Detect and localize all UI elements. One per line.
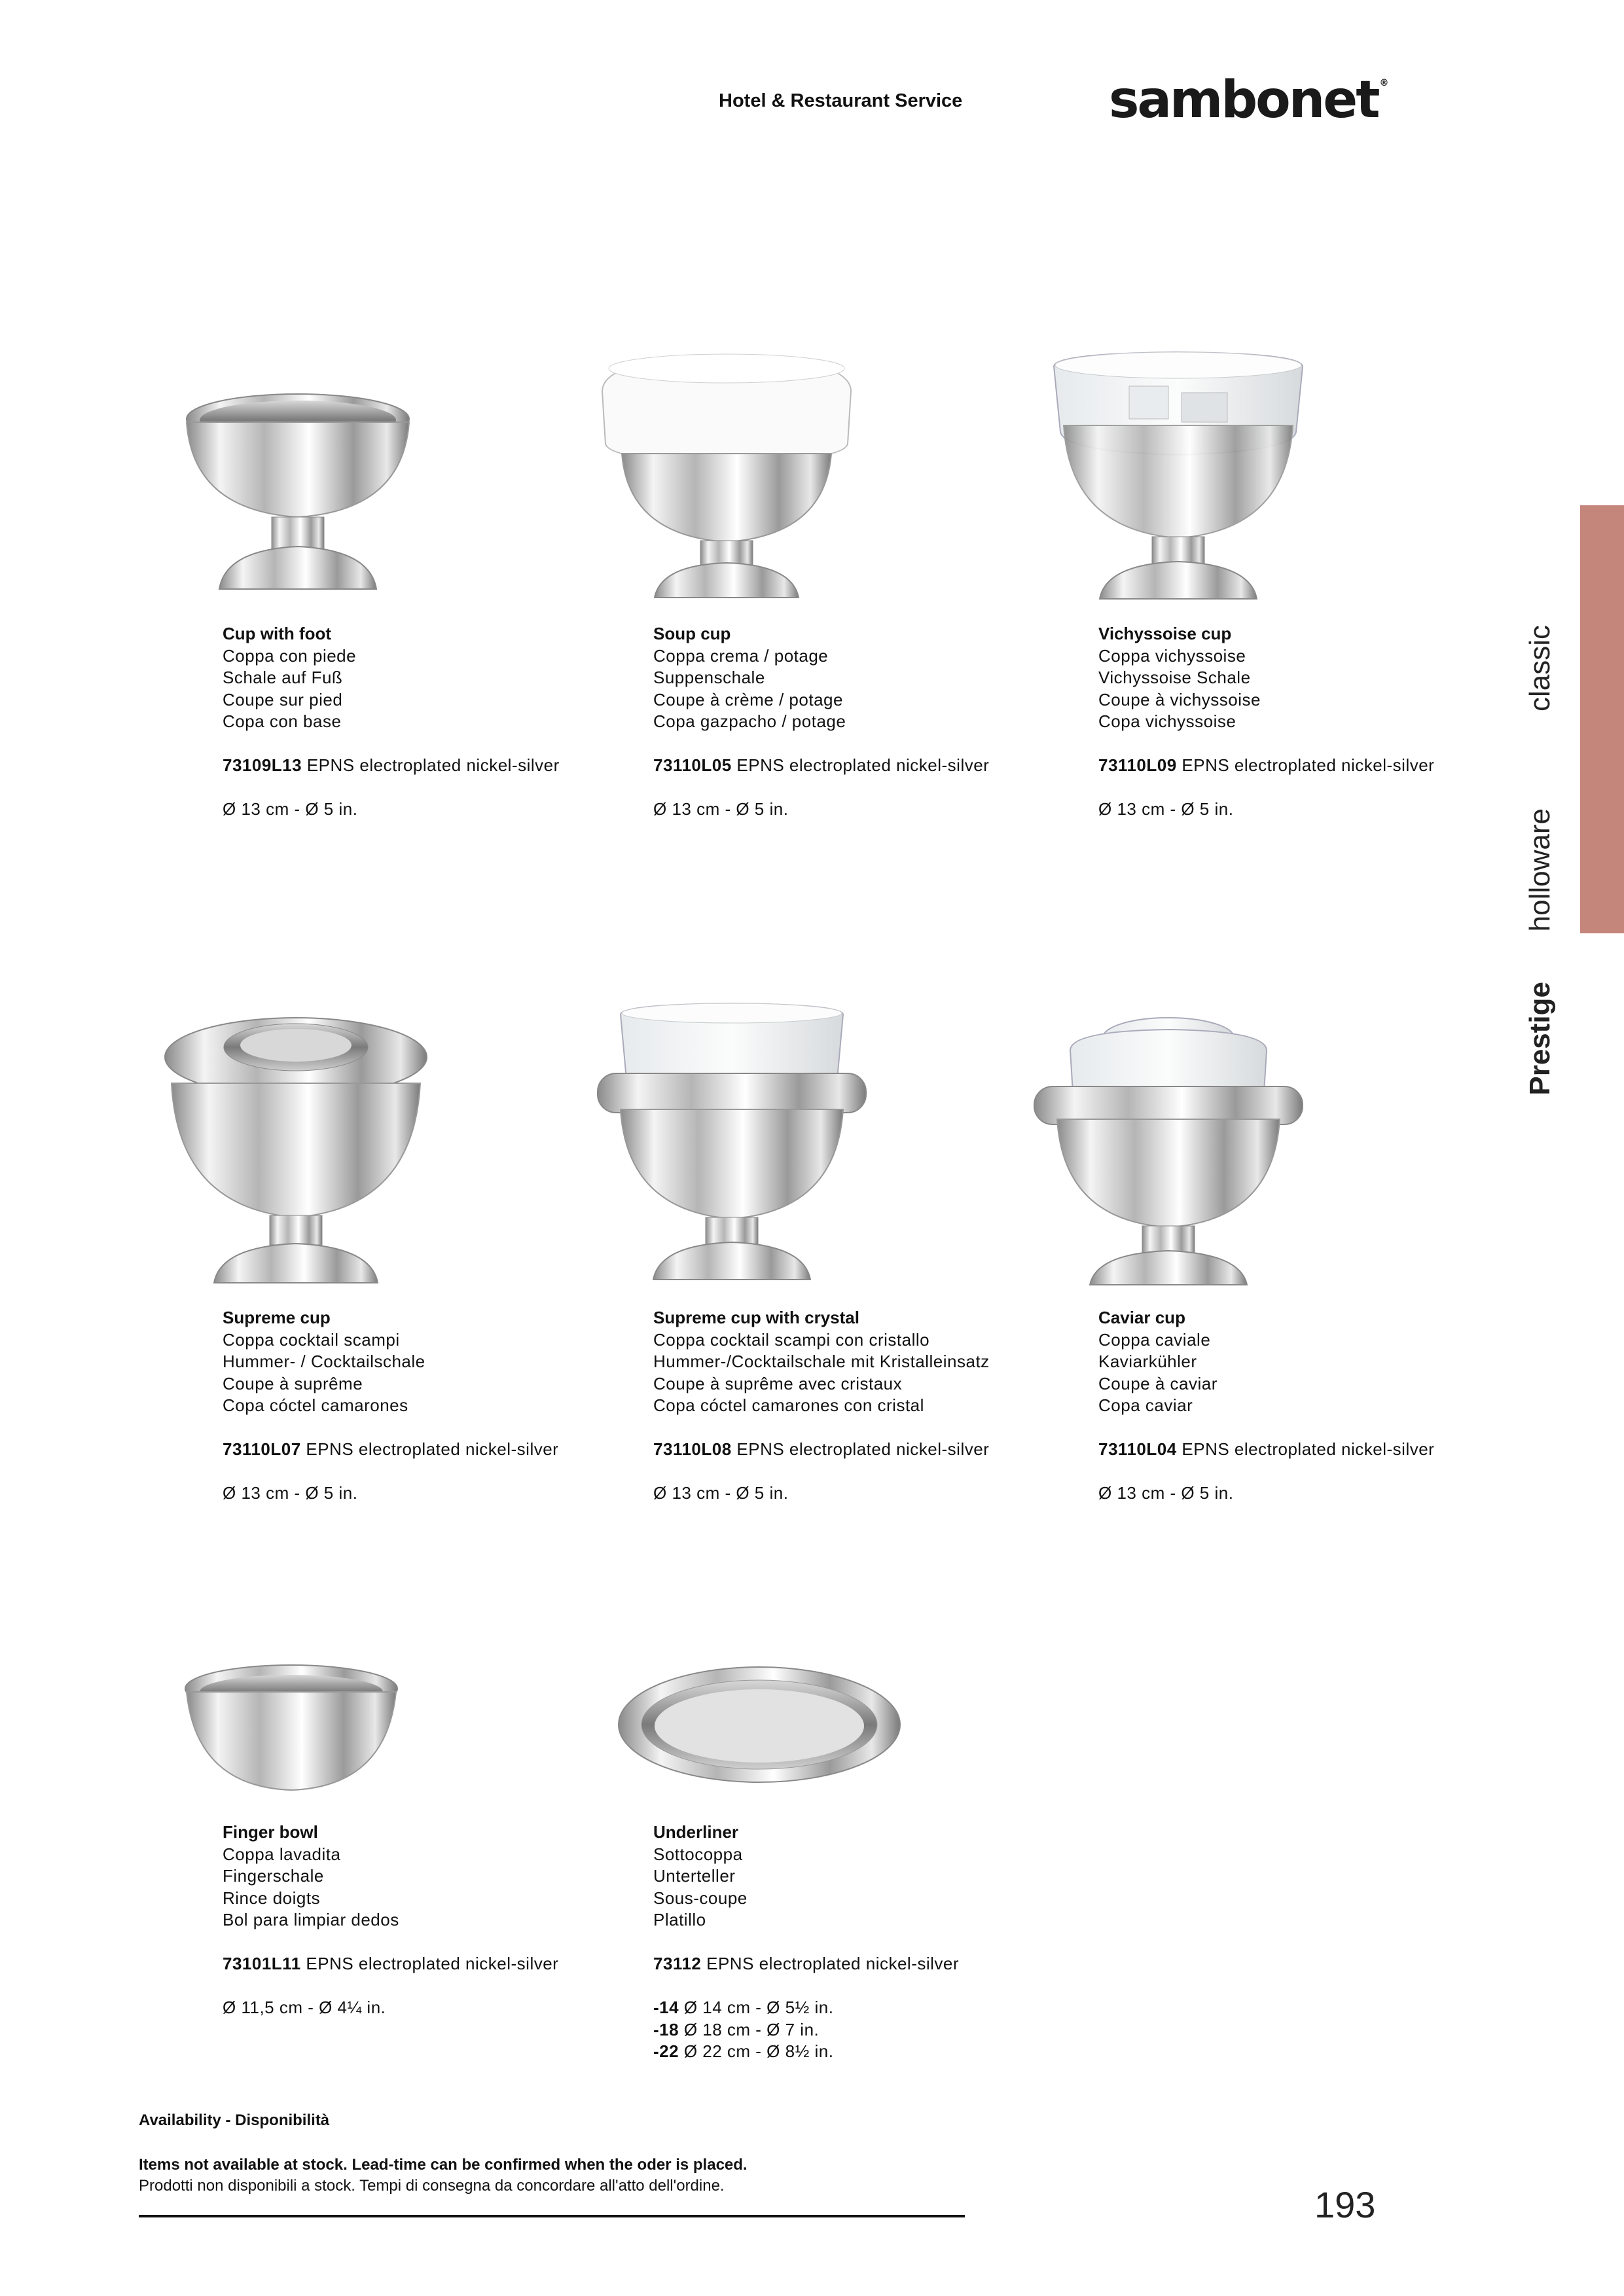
product-name-fr: Coupe à caviar xyxy=(1098,1373,1218,1393)
product-name-it: Sottocoppa xyxy=(653,1844,743,1864)
soup-cup-icon xyxy=(589,346,864,601)
caviar-cup-icon xyxy=(1031,1011,1306,1286)
availability-note-it: Prodotti non disponibili a stock. Tempi di consegna da concordare all'atto dell'ordine. xyxy=(139,2177,725,2195)
product-name-fr: Coupe sur pied xyxy=(223,689,343,709)
product-name-es: Copa con base xyxy=(223,711,342,731)
product-name-de: Hummer-/Cocktailschale mit Kristalleinsatz xyxy=(653,1352,990,1371)
product-name-es: Copa vichyssoise xyxy=(1098,711,1236,731)
product-name-fr: Coupe à suprême avec cristaux xyxy=(653,1373,903,1393)
product-name-es: Copa cóctel camarones con cristal xyxy=(653,1395,924,1415)
product-name-de: Kaviarkühler xyxy=(1098,1352,1197,1371)
product-code: 73110L07 xyxy=(223,1439,301,1459)
product-name-fr: Coupe à suprême xyxy=(223,1373,363,1393)
product-code: 73112 xyxy=(653,1954,702,1973)
size-variant-code: -22 xyxy=(653,2041,679,2061)
size-variant-code: -18 xyxy=(653,2019,679,2039)
product-material: EPNS electroplated nickel-silver xyxy=(1182,1439,1435,1459)
product-name: Soup cup xyxy=(653,624,731,643)
product-name-it: Coppa cocktail scampi xyxy=(223,1329,400,1350)
product-name-it: Coppa crema / potage xyxy=(653,645,829,666)
product-material: EPNS electroplated nickel-silver xyxy=(706,1954,960,1973)
page-number: 193 xyxy=(1314,2184,1376,2225)
product-size: Ø 13 cm - Ø 5 in. xyxy=(223,1483,358,1503)
product-material: EPNS electroplated nickel-silver xyxy=(306,755,560,775)
brand-name: sambonet xyxy=(1109,71,1379,130)
product-material: EPNS electroplated nickel-silver xyxy=(736,755,990,775)
product-code: 73110L08 xyxy=(653,1439,732,1459)
product-code: 73101L11 xyxy=(223,1954,301,1973)
product-name-fr: Coupe à crème / potage xyxy=(653,689,843,709)
footed-cup-icon xyxy=(167,386,429,602)
product-name-it: Coppa con piede xyxy=(223,645,357,666)
footer-divider xyxy=(139,2215,965,2217)
product-material: EPNS electroplated nickel-silver xyxy=(306,1954,559,1973)
product-code: 73110L05 xyxy=(653,755,732,775)
product-size: Ø 18 cm - Ø 7 in. xyxy=(683,2019,820,2039)
product-name-fr: Sous-coupe xyxy=(653,1888,748,1908)
product-size: Ø 14 cm - Ø 5½ in. xyxy=(683,1998,834,2017)
product-name-es: Copa caviar xyxy=(1098,1395,1193,1415)
product-code: 73110L04 xyxy=(1098,1439,1177,1459)
product-name-fr: Rince doigts xyxy=(223,1888,321,1908)
side-tab-classic: classic xyxy=(1524,625,1556,712)
product-code: 73110L09 xyxy=(1098,755,1177,775)
product-name-it: Coppa caviale xyxy=(1098,1329,1211,1350)
product-name: Supreme cup xyxy=(223,1308,331,1327)
header-service-label: Hotel & Restaurant Service xyxy=(719,90,963,111)
product-name: Underliner xyxy=(653,1822,739,1842)
product-size: Ø 11,5 cm - Ø 4¼ in. xyxy=(223,1998,386,2017)
product-name-de: Schale auf Fuß xyxy=(223,668,343,687)
vichyssoise-cup-icon xyxy=(1044,347,1312,602)
supreme-cup-crystal-icon xyxy=(594,1001,869,1283)
product-name-it: Coppa cocktail scampi con cristallo xyxy=(653,1329,930,1350)
product-name-es: Platillo xyxy=(653,1910,706,1929)
product-name-de: Unterteller xyxy=(653,1866,736,1886)
product-size: Ø 13 cm - Ø 5 in. xyxy=(653,799,789,819)
supreme-cup-icon xyxy=(152,1011,440,1286)
product-name: Cup with foot xyxy=(223,624,332,643)
product-name-de: Fingerschale xyxy=(223,1866,324,1886)
product-name-es: Copa gazpacho / potage xyxy=(653,711,846,731)
product-name-fr: Coupe à vichyssoise xyxy=(1098,689,1261,709)
product-name-es: Bol para limpiar dedos xyxy=(223,1910,399,1929)
product-code: 73109L13 xyxy=(223,755,302,775)
side-tab-prestige: Prestige xyxy=(1524,982,1556,1096)
product-name-de: Suppenschale xyxy=(653,668,765,687)
product-size: Ø 22 cm - Ø 8½ in. xyxy=(683,2041,834,2061)
product-name-it: Coppa vichyssoise xyxy=(1098,645,1246,666)
product-material: EPNS electroplated nickel-silver xyxy=(1182,755,1435,775)
product-name: Caviar cup xyxy=(1098,1308,1185,1327)
availability-title: Availability - Disponibilità xyxy=(139,2111,330,2129)
underliner-plate-icon xyxy=(615,1662,903,1787)
product-material: EPNS electroplated nickel-silver xyxy=(736,1439,990,1459)
size-variant-code: -14 xyxy=(653,1998,679,2017)
product-size: Ø 13 cm - Ø 5 in. xyxy=(653,1483,789,1503)
product-name-it: Coppa lavadita xyxy=(223,1844,341,1864)
product-name-es: Copa cóctel camarones xyxy=(223,1395,408,1415)
product-name: Supreme cup with crystal xyxy=(653,1308,859,1327)
product-size: Ø 13 cm - Ø 5 in. xyxy=(223,799,358,819)
availability-note-en: Items not available at stock. Lead-time can be confirmed when the oder is placed. xyxy=(139,2156,748,2174)
product-name-de: Vichyssoise Schale xyxy=(1098,668,1251,687)
side-tab-holloware: holloware xyxy=(1524,808,1556,932)
product-name-de: Hummer- / Cocktailschale xyxy=(223,1352,425,1371)
product-name: Finger bowl xyxy=(223,1822,318,1842)
brand-registered-mark: ® xyxy=(1379,78,1389,88)
product-size: Ø 13 cm - Ø 5 in. xyxy=(1098,799,1234,819)
finger-bowl-icon xyxy=(180,1662,403,1793)
side-accent-bar xyxy=(1580,505,1624,933)
product-material: EPNS electroplated nickel-silver xyxy=(306,1439,559,1459)
brand-logo xyxy=(1109,71,1388,130)
product-name: Vichyssoise cup xyxy=(1098,624,1232,643)
product-size: Ø 13 cm - Ø 5 in. xyxy=(1098,1483,1234,1503)
